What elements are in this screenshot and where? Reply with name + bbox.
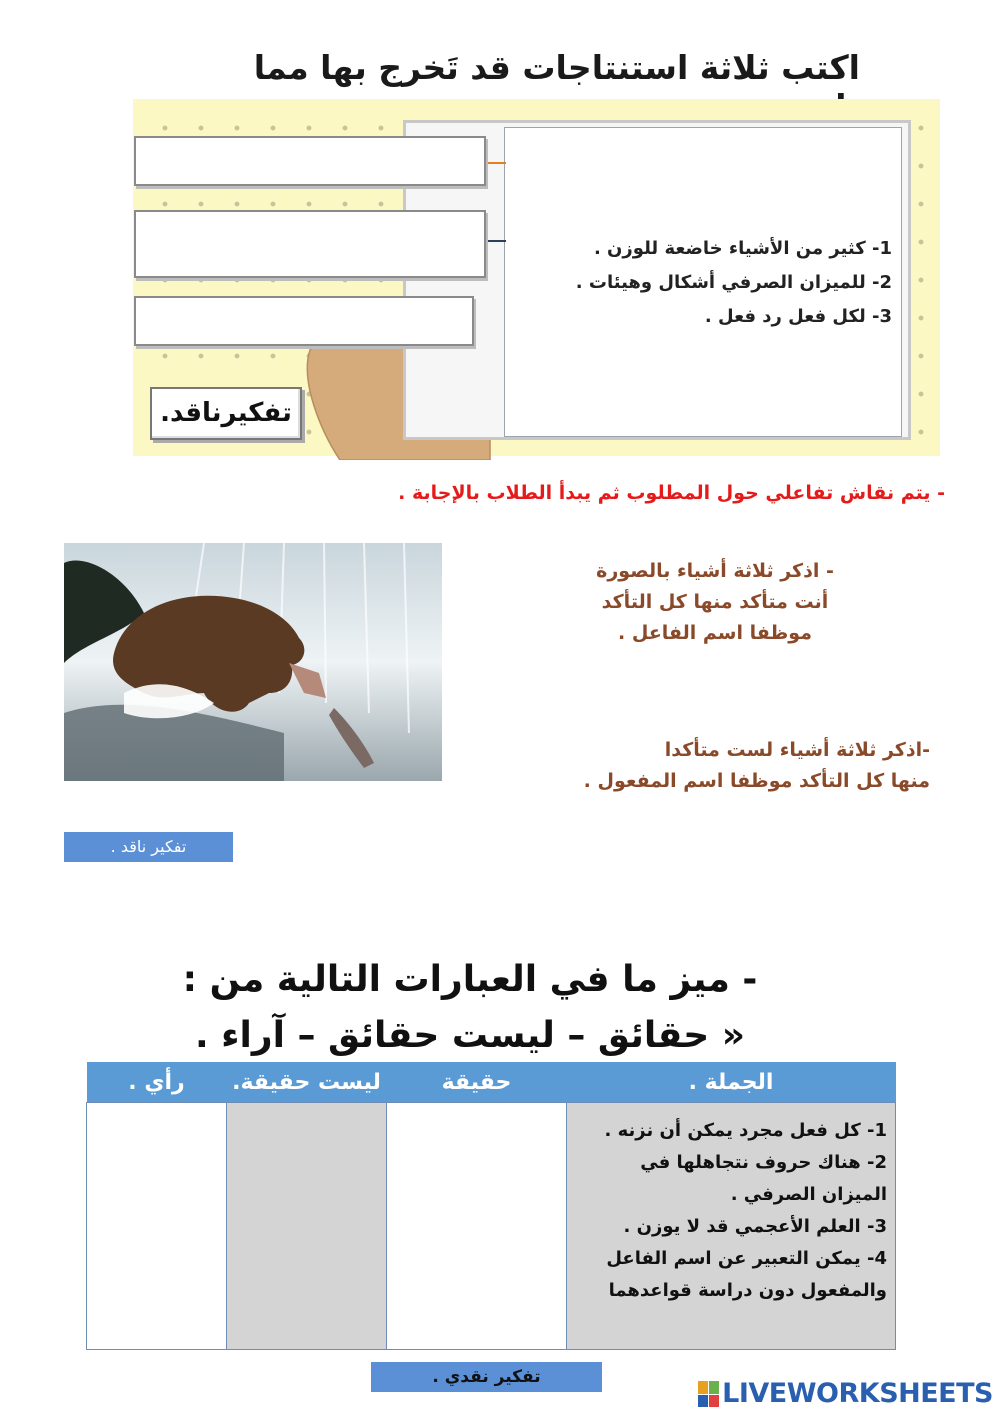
header-fact: حقيقة bbox=[387, 1062, 567, 1103]
section3-title: - ميز ما في العبارات التالية من : « حقائق – ليست حقائق – آراء . bbox=[182, 959, 758, 1056]
logo-badge bbox=[698, 1381, 719, 1407]
connector-line bbox=[484, 240, 506, 242]
liveworksheets-logo bbox=[698, 1378, 993, 1410]
conclusion-input-1[interactable] bbox=[134, 136, 486, 186]
section1-title: اكتب ثلاثة استنتاجات قد تَخرج بها مما bbox=[253, 48, 860, 87]
discussion-instruction: - يتم نقاش تفاعلي حول المطلوب ثم يبدأ الطلاب بالإجابة . bbox=[398, 482, 945, 504]
facts-opinions-table bbox=[86, 1062, 896, 1350]
conclusion-input-2[interactable] bbox=[134, 210, 486, 278]
conclusion-input-3[interactable] bbox=[134, 296, 474, 346]
sentence: 3- العلم الأعجمي قد لا يوزن . bbox=[623, 1216, 887, 1237]
statement: 3- لكل فعل رد فعل . bbox=[704, 306, 892, 327]
question-unsure-things: -اذكر ثلاثة أشياء لست متأكدا منها كل التأكد موظفا اسم المفعول . bbox=[583, 739, 930, 792]
statements-list bbox=[520, 232, 892, 334]
bear-waterfall-photo bbox=[64, 543, 442, 781]
critical-thinking-tag: تفكير نقدي . bbox=[371, 1362, 602, 1392]
critical-thinking-tag: تفكير ناقد . bbox=[64, 832, 233, 862]
opinion-answer-cell[interactable] bbox=[87, 1103, 227, 1350]
statement: 1- كثير من الأشياء خاضعة للوزن . bbox=[593, 238, 892, 259]
fact-answer-cell[interactable] bbox=[387, 1103, 567, 1350]
connector-line bbox=[486, 162, 506, 164]
logo-text: LIVEWORKSHEETS bbox=[722, 1378, 993, 1409]
question-sure-things: - اذكر ثلاثة أشياء بالصورة أنت متأكد منها كل التأكد موظفا اسم الفاعل . bbox=[596, 560, 834, 644]
statement: 2- للميزان الصرفي أشكال وهيئات . bbox=[575, 272, 892, 293]
sentence: 2- هناك حروف نتجاهلها في الميزان الصرفي . bbox=[640, 1152, 887, 1205]
critical-thinking-label: تفكيرناقد. bbox=[150, 387, 302, 440]
header-sentence: الجملة . bbox=[567, 1062, 896, 1103]
not-fact-answer-cell[interactable] bbox=[227, 1103, 387, 1350]
sentence: 4- يمكن التعبير عن اسم الفاعل والمفعول دون دراسة قواعدهما bbox=[606, 1248, 887, 1301]
sentence: 1- كل فعل مجرد يمكن أن نزنه . bbox=[604, 1120, 887, 1141]
header-not-fact: ليست حقيقة. bbox=[227, 1062, 387, 1103]
header-opinion: رأي . bbox=[87, 1062, 227, 1103]
sentences-cell bbox=[567, 1103, 896, 1350]
